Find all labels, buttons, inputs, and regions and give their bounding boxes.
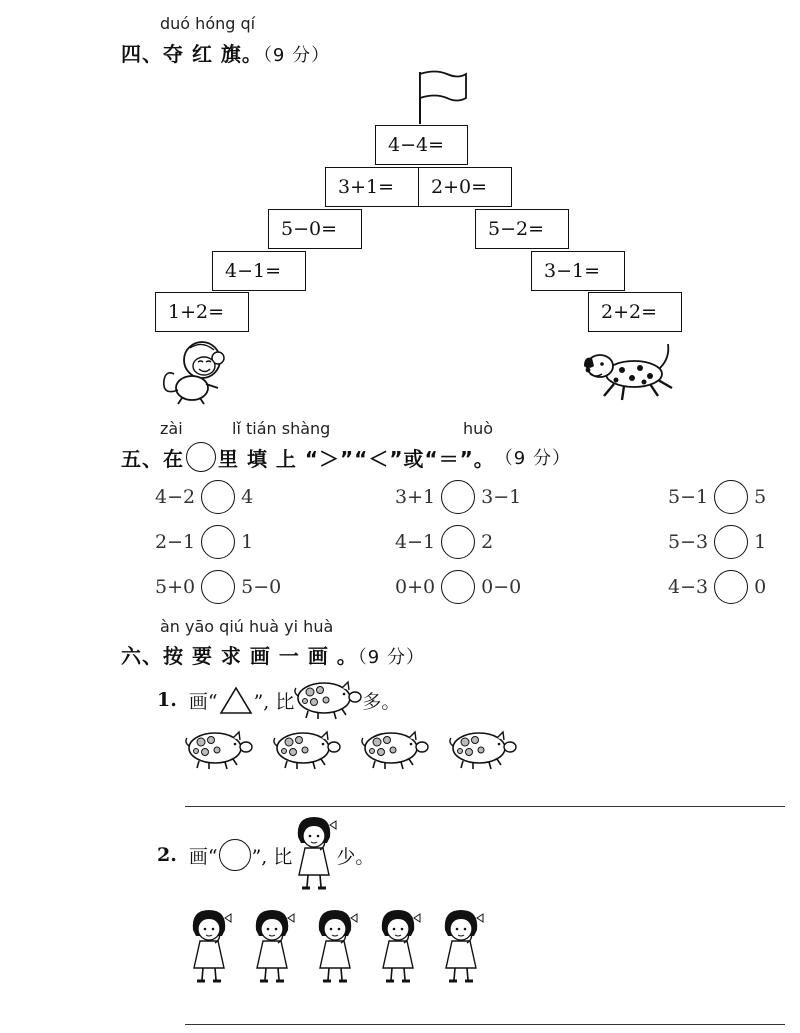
girl-icon — [437, 908, 485, 988]
section4-pinyin: duó hóng qí — [160, 14, 256, 33]
section5-pinyin-li-tian-shang: lǐ tián shàng — [232, 419, 331, 438]
answer-circle[interactable] — [441, 480, 475, 514]
question-1 — [157, 678, 400, 722]
dog-icon — [580, 338, 680, 406]
compare-left: 5−3 — [668, 531, 709, 553]
answer-circle[interactable] — [441, 525, 475, 559]
flag-box-left-2: 5−0= — [268, 209, 362, 249]
triangle-icon — [219, 685, 253, 715]
flag-box-right-2: 5−2= — [475, 209, 569, 249]
answer-line-1[interactable] — [185, 806, 785, 807]
red-flag-icon — [410, 68, 470, 128]
question-2-number: 2. — [157, 844, 177, 866]
question-2-mid: ”, 比 — [251, 845, 293, 868]
girl-icon — [374, 908, 422, 988]
flag-box-left-4: 1+2= — [155, 292, 249, 332]
section5-pinyin-zai: zài — [160, 419, 183, 438]
compare-item — [668, 480, 766, 514]
compare-right: 2 — [481, 531, 494, 553]
compare-item — [668, 525, 766, 559]
flag-box-right-4: 2+2= — [588, 292, 682, 332]
flag-box-right-1: 2+0= — [418, 167, 512, 207]
flag-box-left-1: 3+1= — [325, 167, 419, 207]
compare-item — [395, 525, 493, 559]
answer-circle-icon — [186, 442, 216, 472]
pig-icon — [292, 678, 364, 722]
pig-icon — [359, 728, 431, 772]
compare-item — [395, 480, 521, 514]
compare-right: 0−0 — [481, 576, 522, 598]
section5-pinyin-huo: huò — [463, 419, 494, 438]
question-2-pre: 画“ — [188, 845, 218, 868]
compare-item — [668, 570, 766, 604]
compare-left: 4−3 — [668, 576, 709, 598]
girl-icon — [290, 815, 338, 895]
compare-right: 5−0 — [241, 576, 282, 598]
compare-right: 3−1 — [481, 486, 522, 508]
pig-icon — [447, 728, 519, 772]
question-1-post: 多。 — [362, 690, 401, 713]
compare-right: 5 — [754, 486, 767, 508]
compare-left: 5+0 — [155, 576, 196, 598]
compare-left: 2−1 — [155, 531, 196, 553]
section4-title — [121, 38, 330, 67]
flag-box-top: 4−4= — [375, 125, 468, 165]
question-1-pre: 画“ — [188, 690, 218, 713]
compare-left: 5−1 — [668, 486, 709, 508]
flag-box-left-3: 4−1= — [212, 251, 306, 291]
section5-title-part-a: 五、在 — [121, 446, 184, 471]
question-2 — [157, 815, 374, 895]
section5-score: （9 分） — [494, 448, 571, 469]
girl-icon — [248, 908, 296, 988]
compare-right: 1 — [754, 531, 767, 553]
circle-shape-icon — [219, 839, 251, 871]
section6-score: （9 分） — [357, 647, 425, 668]
answer-circle[interactable] — [441, 570, 475, 604]
compare-left: 3+1 — [395, 486, 436, 508]
question-1-mid: ”, 比 — [253, 690, 295, 713]
section6-title-text: 六、按 要 求 画 一 画 。 — [121, 644, 358, 668]
answer-circle[interactable] — [714, 525, 748, 559]
pig-icon — [271, 728, 343, 772]
compare-left: 0+0 — [395, 576, 436, 598]
compare-item — [155, 525, 253, 559]
compare-right: 1 — [241, 531, 254, 553]
section4-score: （9 分） — [262, 45, 331, 66]
answer-circle[interactable] — [714, 480, 748, 514]
answer-circle[interactable] — [714, 570, 748, 604]
compare-item — [155, 480, 253, 514]
compare-item — [395, 570, 521, 604]
pig-icon — [183, 728, 255, 772]
section5-title-part-b: 里 填 上 “＞”“＜”或“＝”。 — [218, 446, 495, 471]
flag-box-right-3: 3−1= — [531, 251, 625, 291]
compare-right: 4 — [241, 486, 254, 508]
monkey-icon — [158, 338, 230, 406]
girl-icon — [185, 908, 233, 988]
answer-circle[interactable] — [201, 525, 235, 559]
question-2-post: 少。 — [336, 845, 375, 868]
section6-title — [121, 640, 425, 669]
answer-line-2[interactable] — [185, 1024, 785, 1025]
girl-icon — [311, 908, 359, 988]
answer-circle[interactable] — [201, 570, 235, 604]
question-1-number: 1. — [157, 689, 177, 711]
answer-circle[interactable] — [201, 480, 235, 514]
compare-left: 4−1 — [395, 531, 436, 553]
section5-title — [121, 442, 571, 472]
compare-right: 0 — [754, 576, 767, 598]
compare-item — [155, 570, 281, 604]
section6-pinyin: àn yāo qiú huà yi huà — [160, 617, 334, 636]
compare-left: 4−2 — [155, 486, 196, 508]
section4-title-text: 四、夺 红 旗。 — [121, 42, 263, 66]
